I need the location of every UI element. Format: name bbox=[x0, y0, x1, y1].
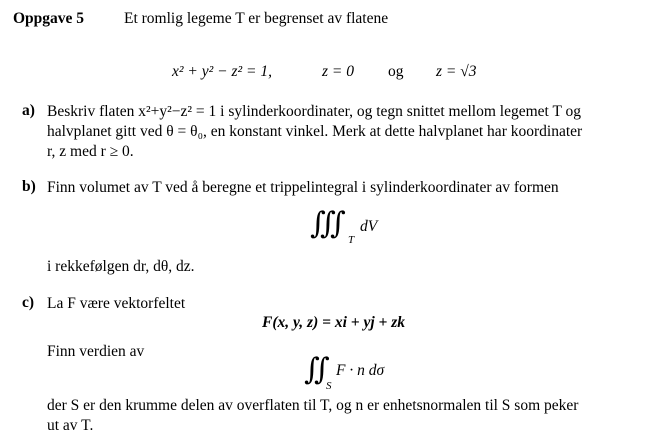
surface-equation-2: z = 0 bbox=[322, 63, 354, 80]
double-integral-sign: ∬ bbox=[304, 352, 322, 387]
part-c-integral-subscript: S bbox=[326, 380, 332, 392]
task-intro: Et romlig legeme T er begrenset av flatene bbox=[124, 10, 389, 27]
surface-equation-1: x² + y² − z² = 1, bbox=[172, 63, 272, 80]
part-c-line-4: ut av T. bbox=[47, 417, 94, 434]
part-c-line-2: Finn verdien av bbox=[47, 343, 145, 360]
part-c-line-3: der S er den krumme delen av overflaten til T, og n er enhetsnormalen til S som peker bbox=[47, 397, 579, 414]
part-b-integral-subscript: T bbox=[348, 234, 355, 246]
vector-field-definition: F(x, y, z) = xi + yj + zk bbox=[262, 314, 406, 331]
part-c-integrand: F · n dσ bbox=[336, 362, 385, 379]
task-label: Oppgave 5 bbox=[13, 10, 85, 27]
part-c-line-1: La F være vektorfeltet bbox=[47, 295, 186, 312]
part-b-line-1: Finn volumet av T ved å beregne et trippelintegral i sylinderkoordinater av formen bbox=[47, 179, 559, 196]
triple-integral-sign: ∭ bbox=[310, 206, 338, 241]
part-a-line-1: Beskriv flaten x²+y²−z² = 1 i sylinderkoordinater, og tegn snittet mellom legemet T og bbox=[47, 103, 582, 120]
part-c-integral bbox=[304, 352, 322, 387]
surface-conjunction: og bbox=[388, 63, 404, 80]
part-a-text bbox=[47, 102, 647, 162]
part-a-label: a) bbox=[22, 102, 35, 119]
part-b-line-2: i rekkefølgen dr, dθ, dz. bbox=[47, 258, 195, 275]
part-c-text-end bbox=[47, 396, 647, 436]
part-c-label: c) bbox=[22, 294, 35, 311]
part-a-line-2: halvplanet gitt ved θ = θ₀, en konstant vinkel. Merk at dette halvplanet har koordinater bbox=[47, 123, 583, 140]
part-b-integral bbox=[310, 206, 337, 241]
part-b-label: b) bbox=[22, 178, 36, 195]
surface-equation-3: z = √3 bbox=[436, 63, 477, 80]
part-a-line-3: r, z med r ≥ 0. bbox=[47, 143, 134, 160]
part-b-integrand: dV bbox=[360, 218, 378, 235]
